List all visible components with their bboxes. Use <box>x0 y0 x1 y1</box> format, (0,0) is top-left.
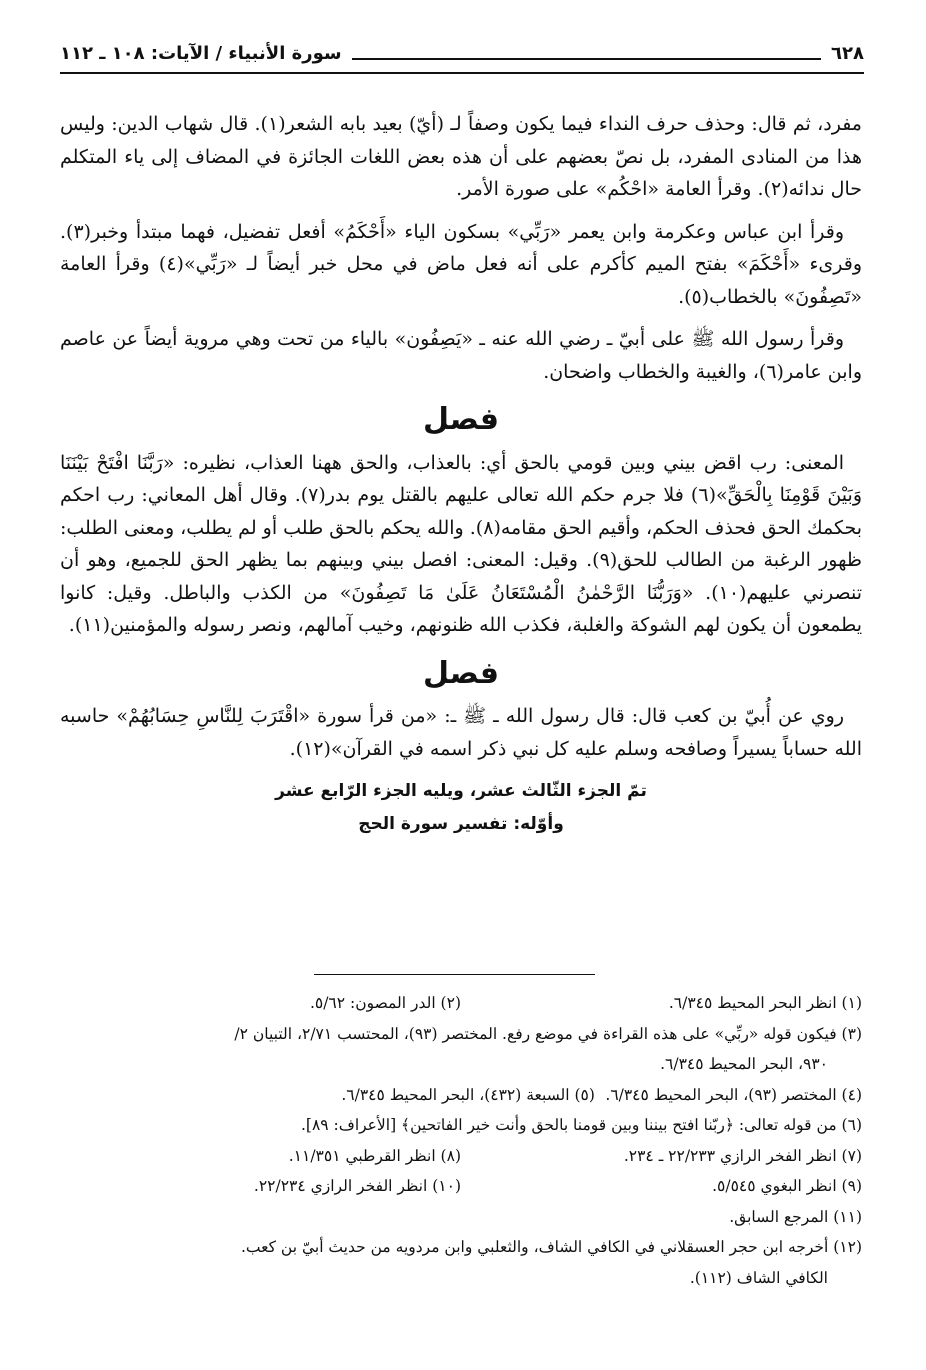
closing-line: وأوّله: تفسير سورة الحج <box>358 814 564 834</box>
footnote: (٣) فيكون قوله «ربِّي» على هذه القراءة في موضع رفع. المختصر (٩٣)، المحتسب ٢/٧١، التبيان ٢/ <box>234 1024 862 1043</box>
footnote-continuation: ٩٣٠، البحر المحيط ٦/٣٤٥. <box>660 1055 828 1073</box>
closing-line: تمّ الجزء الثّالث عشر، ويليه الجزء الرّابع عشر <box>275 781 647 801</box>
main-text <box>60 108 862 841</box>
paragraph: روي عن أُبيّ بن كعب قال: قال رسول الله ـ ﷺ ـ: «من قرأ سورة «اقْتَرَبَ لِلنَّاسِ حِسَابُهُمْ» حاسبه الله حساباً يسيراً وصافحه وسلم عليه كل نبي ذكر اسمه في القرآن»(١٢). <box>60 705 862 760</box>
closing-note <box>60 775 862 841</box>
section-heading: فصل <box>423 402 499 437</box>
footnote: (٧) انظر الفخر الرازي ٢٢/٢٣٣ ـ ٢٣٤. <box>623 1146 862 1165</box>
header-leader-line <box>352 46 821 60</box>
footnote: (١١) المرجع السابق. <box>729 1207 862 1226</box>
footnote: (٤) المختصر (٩٣)، البحر المحيط ٦/٣٤٥. <box>605 1085 862 1104</box>
footnotes <box>60 988 862 1293</box>
footnote-continuation: الكافي الشاف (١١٢). <box>689 1268 828 1287</box>
footnote: (٢) الدر المصون: ٥/٦٢. <box>309 994 461 1012</box>
section-heading: فصل <box>423 655 499 691</box>
running-title: سورة الأنبياء / الآيات: ١٠٨ ـ ١١٢ <box>60 42 342 64</box>
footnote: (٥) السبعة (٤٣٢)، البحر المحيط ٦/٣٤٥. <box>341 1085 595 1104</box>
footnote: (٦) من قوله تعالى: ﴿ربّنا افتح بيننا وبين قومنا بالحق وأنت خير الفاتحين﴾ [الأعراف: ٨٩]. <box>300 1116 862 1134</box>
footnote-row <box>60 988 862 1019</box>
footnote-separator <box>314 974 595 975</box>
paragraph: وقرأ رسول الله ﷺ على أبيّ ـ رضي الله عنه ـ «يَصِفُون» بالياء من تحت وهي مروية أيضاً عن عاصم وابن عامر(٦)، والغيبة والخطاب واضحان. <box>60 328 862 383</box>
footnote: (٩) انظر البغوي ٥/٥٤٥. <box>712 1177 862 1195</box>
paragraph: المعنى: رب اقض بيني وبين قومي بالحق أي: بالعذاب، والحق ههنا العذاب، نظيره: «رَبَّنَا افْتَحْ بَيْنَنَا وَبَيْنَ قَوْمِنَا بِالْحَقِّ»(٦) فلا جرم حكم الله تعالى عليهم بالقتل يوم بدر(٧). وقال أهل المعاني: رب احكم بحكمك الحق فحذف الحكم، وأقيم الحق مقامه(٨). والله يحكم بالحق طلب أو لم يطلب، ومعنى الطلب: ظهور الرغبة من الطالب للحق(٩). وقيل: المعنى: افصل بيني وبينهم بما يظهر الحق للجميع، وهو أن تنصرني عليهم(١٠). «وَرَبُّنَا الرَّحْمٰنُ الْمُسْتَعَانُ عَلَىٰ مَا تَصِفُونَ» من الكذب والباطل. وقيل: كانوا يطمعون أن يكون لهم الشوكة والغلبة، فكذب الله ظنونهم، وخيب آمالهم، ونصر رسوله والمؤمنين(١١). <box>60 451 863 636</box>
page-number: ٦٢٨ <box>831 42 864 64</box>
footnote: (١٢) أخرجه ابن حجر العسقلاني في الكافي الشاف، والثعلبي وابن مردويه من حديث أبيّ بن كعب. <box>240 1238 862 1256</box>
header-rule <box>60 72 864 74</box>
page-header <box>60 36 864 70</box>
footnote-row <box>60 1080 862 1111</box>
footnote-row <box>60 1141 862 1172</box>
footnote-row <box>60 1171 862 1202</box>
paragraph: وقرأ ابن عباس وعكرمة وابن يعمر «رَبِّي» بسكون الياء «أَحْكَمُ» أفعل تفضيل، فهما مبتدأ وخبر(٣). وقرىء «أَحْكَمَ» بفتح الميم كأكرم على أنه فعل ماض في محل خبر أيضاً لـ «رَبِّي»(٤) وقرأ العامة «تَصِفُونَ» بالخطاب(٥). <box>60 220 862 308</box>
footnote: (١٠) انظر الفخر الرازي ٢٢/٢٣٤. <box>253 1177 461 1195</box>
footnote: (١) انظر البحر المحيط ٦/٣٤٥. <box>668 994 862 1012</box>
paragraph: مفرد، ثم قال: وحذف حرف النداء فيما يكون وصفاً لـ (أيّ) بعيد بابه الشعر(١). قال شهاب الدين: وليس هذا من المنادى المفرد، بل نصّ بعضهم على أن هذه بعض اللغات الجائزة في المضاف إلى ياء المتكلم حال ندائه(٢). وقرأ العامة «احْكُم» على صورة الأمر. <box>60 113 862 200</box>
footnote: (٨) انظر القرطبي ١١/٣٥١. <box>288 1146 461 1165</box>
